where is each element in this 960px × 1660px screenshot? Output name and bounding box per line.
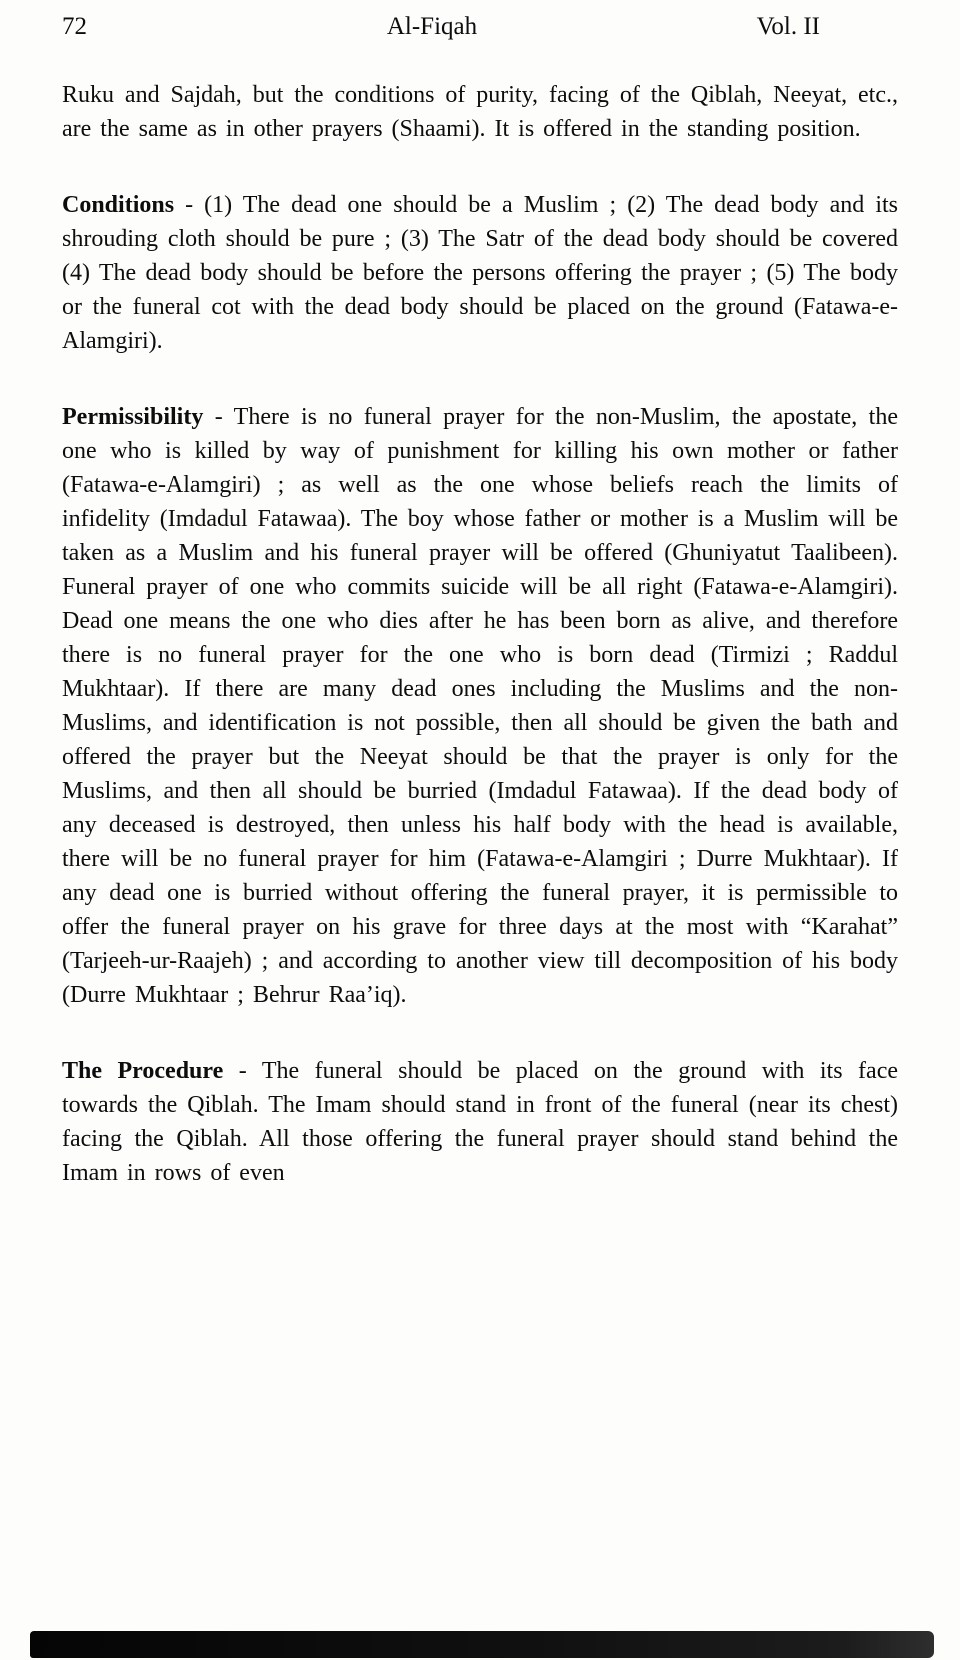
book-title: Al-Fiqah [386, 13, 478, 40]
paragraph-lead: Permissibility [62, 404, 204, 430]
scan-artifact-bar [30, 1631, 934, 1658]
page-body [62, 78, 898, 1190]
paragraph-text: - There is no funeral prayer for the non-Muslim, the apostate, the one who is killed by way of punishment for killing his own mother or father (Fatawa-e-Alamgiri) ; as well as the one whose beliefs reach the limits of infidelity (Imdadul Fatawaa). The boy whose father or mother is a Muslim will be taken as a Muslim and his funeral prayer will be offered (Ghuniyatut Taalibeen). Funeral prayer of one who commits suicide will be all right (Fatawa-e-Alamgiri). Dead one means the one who dies after he has been born as alive, and therefore there is no funeral prayer for the one who is born dead (Tirmizi ; Raddul Mukhtaar). If there are many dead ones including the Muslims and the non-Muslims, and identification is not possible, then all should be given the bath and offered the prayer but the Neeyat should be that the prayer is only for the Muslims, and then all should be burried (Imdadul Fatawaa). If the dead body of any deceased is destroyed, then unless his half body with the head is available, there will be no funeral prayer for him (Fatawa-e-Alamgiri ; Durre Mukhtaar). If any dead one is burried without offering the funeral prayer, it is permissible to offer the funeral prayer on his grave for three days at the most with “Karahat” (Tarjeeh-ur-Raajeh) ; and according to another view till decomposition of his body (Durre Mukhtaar ; Behrur Raa’iq). [62, 404, 898, 1008]
paragraph-procedure [62, 1054, 898, 1190]
volume-label: Vol. II [756, 13, 820, 40]
paragraph-text: - The funeral should be placed on the ground with its face towards the Qiblah. The Imam should stand in front of the funeral (near its chest) facing the Qiblah. All those offering the funeral prayer should stand behind the Imam in rows of even [62, 1058, 898, 1186]
paragraph-lead: Conditions [62, 192, 175, 218]
page-header [62, 10, 898, 44]
paragraph-text: - (1) The dead one should be a Muslim ; (2) The dead body and its shrouding cloth should be pure ; (3) The Satr of the dead body should be covered (4) The dead body should be before the persons offering the prayer ; (5) The body or the funeral cot with the dead body should be placed on the ground (Fatawa-e-Alamgiri). [62, 192, 898, 354]
paragraph-lead: The Procedure [62, 1058, 224, 1084]
paragraph-text: Ruku and Sajdah, but the conditions of purity, facing of the Qiblah, Neeyat, etc., are the same as in other prayers (Shaami). It is offered in the standing position. [62, 82, 898, 142]
paragraph-intro [62, 78, 898, 146]
paragraph-conditions [62, 188, 898, 358]
paragraph-permissibility [62, 400, 898, 1012]
page-number: 72 [62, 13, 87, 40]
